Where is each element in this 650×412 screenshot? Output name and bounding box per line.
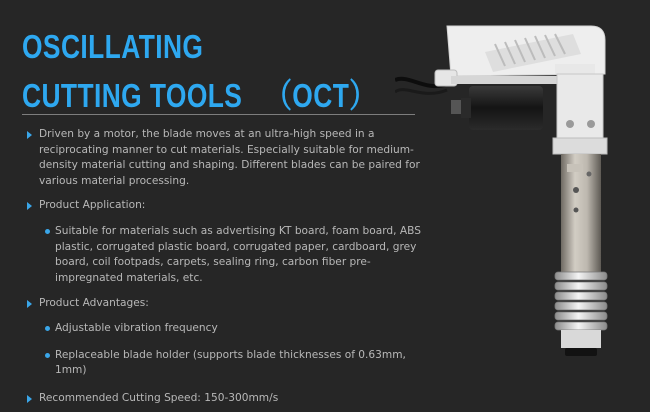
triangle-bullet-icon (27, 131, 32, 139)
dot-bullet-icon (45, 353, 50, 358)
advantages-heading: Product Advantages: (39, 297, 149, 310)
triangle-bullet-icon (27, 300, 32, 308)
speed-text: Recommended Cutting Speed: 150-300mm/s (39, 391, 279, 404)
triangle-bullet-icon (27, 202, 32, 210)
title-divider (22, 114, 415, 115)
page-title (22, 22, 376, 120)
advantage-text: Replaceable blade holder (supports blade thicknesses of 0.63mm, 1mm) (55, 348, 406, 377)
title-line-1: OSCILLATING (22, 28, 204, 65)
description-text: Driven by a motor, the blade moves at an ultra-high speed in a reciprocating manner to cut materials. Especially suitable for medium-density material cutting and shaping. Different blades can be paired for various material processing. (39, 128, 420, 187)
bullet-application-heading (22, 198, 422, 214)
oscillating-cutting-tool-image (395, 14, 625, 364)
bullet-application-materials (22, 224, 422, 286)
application-heading: Product Application: (39, 199, 146, 212)
bullet-advantages-heading (22, 296, 422, 312)
dot-bullet-icon (45, 326, 50, 331)
bullet-advantage-blade-holder (22, 348, 422, 379)
dot-bullet-icon (45, 229, 50, 234)
application-text: Suitable for materials such as advertising KT board, foam board, ABS plastic, corrugated plastic board, corrugated paper, cardboard, grey board, coil footpads, carpets, sealing ring, carbon fiber pre-impregnated materials, etc. (55, 224, 421, 284)
bullet-cutting-speed (22, 391, 422, 407)
feature-list (22, 127, 422, 406)
title-line-2: CUTTING TOOLS （OCT） (22, 77, 377, 114)
bullet-description (22, 127, 422, 189)
triangle-bullet-icon (27, 395, 32, 403)
bullet-advantage-vibration (22, 321, 422, 337)
advantage-text: Adjustable vibration frequency (55, 321, 218, 334)
